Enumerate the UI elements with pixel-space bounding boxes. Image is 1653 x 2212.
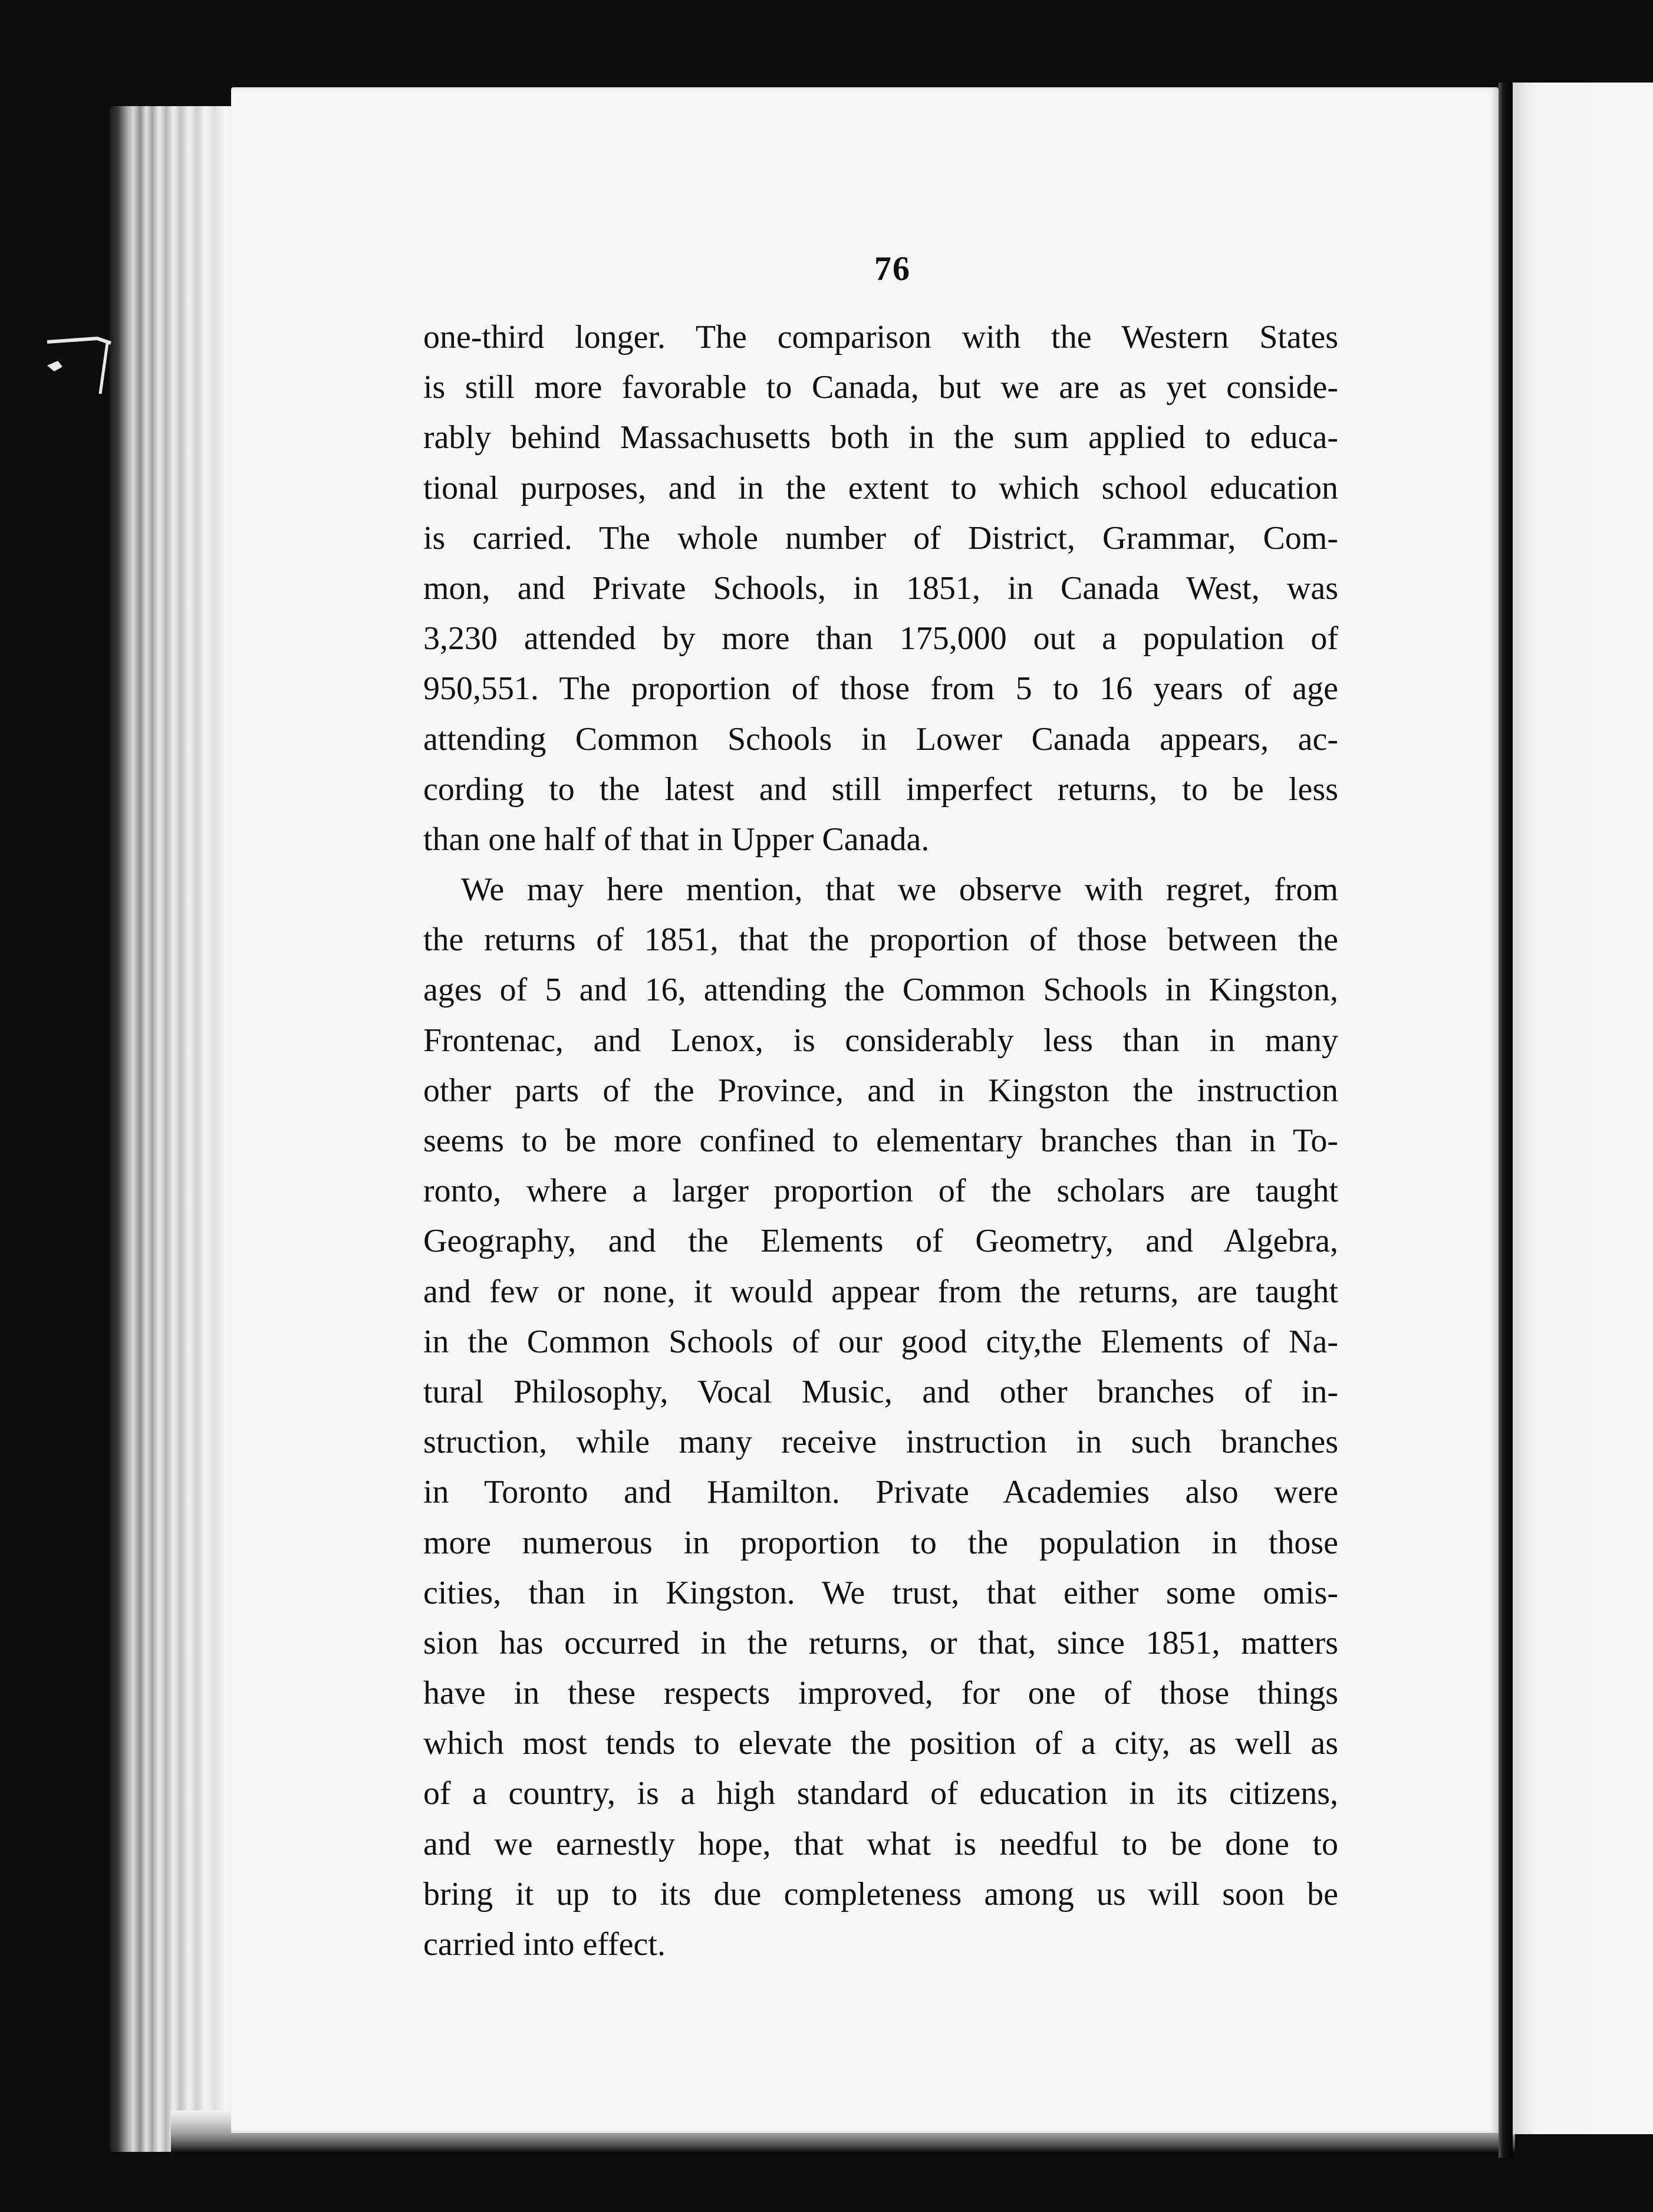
paragraph	[423, 865, 1338, 1970]
paragraph	[423, 312, 1338, 865]
body-text	[423, 312, 1338, 1970]
text-line: bring it up to its due completeness among us will soon be	[423, 1875, 1338, 1913]
text-line: Frontenac, and Lenox, is considerably less than in many	[423, 1022, 1338, 1059]
margin-ink-mark	[41, 330, 118, 395]
text-line: and we earnestly hope, that what is needful to be done to	[423, 1825, 1338, 1862]
text-line: sion has occurred in the returns, or that, since 1851, matters	[423, 1624, 1338, 1661]
text-line: 3,230 attended by more than 175,000 out a population of	[423, 620, 1338, 657]
next-page-sliver	[1513, 83, 1653, 2134]
text-line: one-third longer. The comparison with the Western States	[423, 319, 1338, 356]
page-number: 76	[874, 249, 911, 288]
text-line: is carried. The whole number of District, Grammar, Com-	[423, 519, 1338, 557]
text-line: struction, while many receive instruction in such branches	[423, 1424, 1338, 1461]
text-line: in the Common Schools of our good city,the Elements of Na-	[423, 1323, 1338, 1360]
text-line: in Toronto and Hamilton. Private Academies also were	[423, 1474, 1338, 1511]
text-line: than one half of that in Upper Canada.	[423, 821, 930, 858]
text-line: tural Philosophy, Vocal Music, and other branches of in-	[423, 1373, 1338, 1410]
text-line: 950,551. The proportion of those from 5 to 16 years of age	[423, 670, 1338, 707]
book-page-edges	[110, 106, 245, 2152]
text-line: We may here mention, that we observe with regret, from	[461, 871, 1338, 908]
text-line: the returns of 1851, that the proportion of those between the	[423, 921, 1338, 959]
text-line: ages of 5 and 16, attending the Common Schools in Kingston,	[423, 972, 1338, 1009]
text-line: cording to the latest and still imperfect returns, to be less	[423, 771, 1338, 808]
text-line: is still more favorable to Canada, but we are as yet conside-	[423, 369, 1338, 406]
text-line: more numerous in proportion to the population in those	[423, 1524, 1338, 1561]
text-line: cities, than in Kingston. We trust, that either some omis-	[423, 1574, 1338, 1611]
text-line: ronto, where a larger proportion of the scholars are taught	[423, 1173, 1338, 1210]
text-line: seems to be more confined to elementary branches than in To-	[423, 1123, 1338, 1159]
text-line: and few or none, it would appear from the returns, are taught	[423, 1273, 1338, 1310]
text-line: Geography, and the Elements of Geometry, and Algebra,	[423, 1223, 1338, 1260]
text-line: other parts of the Province, and in Kingston the instruction	[423, 1072, 1338, 1109]
text-line: of a country, is a high standard of education in its citizens,	[423, 1775, 1338, 1812]
text-line: have in these respects improved, for one of those things	[423, 1675, 1338, 1712]
text-line: rably behind Massachusetts both in the sum applied to educa-	[423, 419, 1338, 456]
text-line: attending Common Schools in Lower Canada appears, ac-	[423, 720, 1338, 758]
text-line: which most tends to elevate the position of a city, as well as	[423, 1725, 1338, 1762]
book-gutter	[1499, 83, 1513, 2158]
text-line: carried into effect.	[423, 1926, 666, 1963]
text-line: mon, and Private Schools, in 1851, in Canada West, was	[423, 570, 1338, 607]
text-line: tional purposes, and in the extent to which school education	[423, 469, 1338, 506]
